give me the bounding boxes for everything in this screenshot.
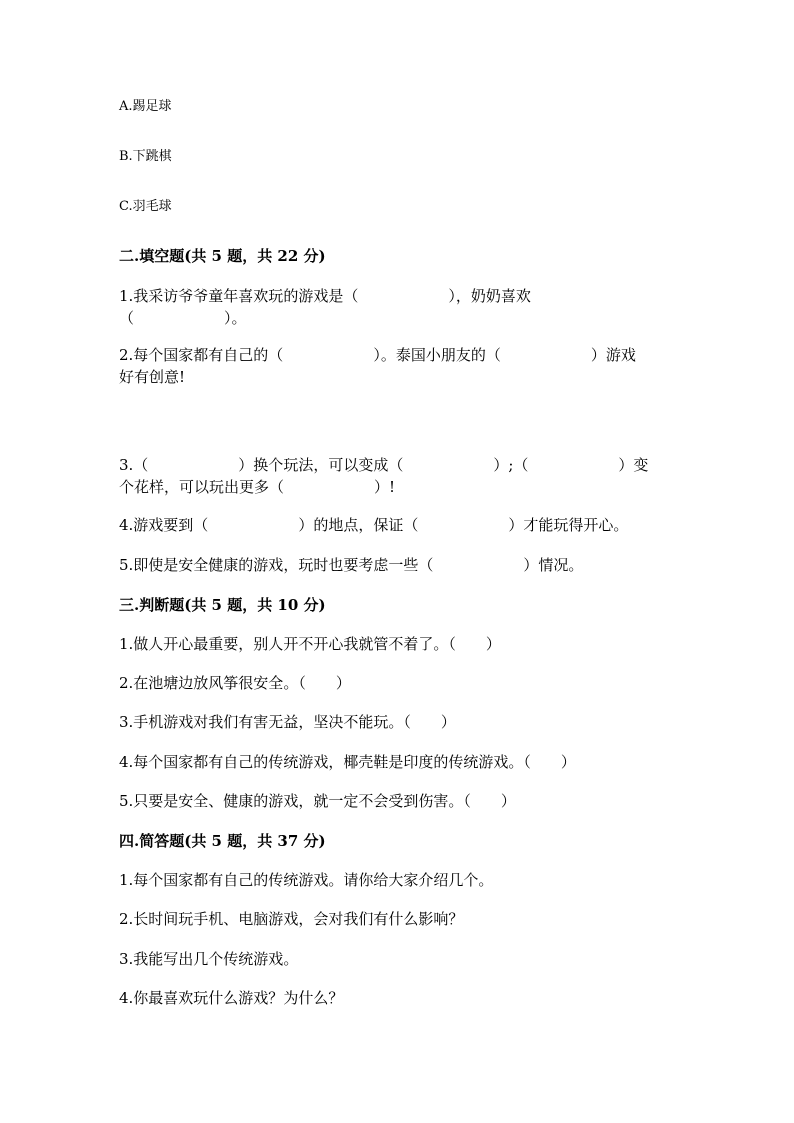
option-c: C.羽毛球 — [119, 199, 172, 214]
sa-q4: 4.你最喜欢玩什么游戏？为什么？ — [119, 989, 344, 1007]
sa-q3: 3.我能写出几个传统游戏。 — [119, 950, 299, 968]
fill-q1-line1: 1.我采访爷爷童年喜欢玩的游戏是（ ），奶奶喜欢 — [119, 287, 531, 305]
sa-q2: 2.长时间玩手机、电脑游戏，会对我们有什么影响？ — [119, 910, 464, 928]
fill-q3-line1: 3.（ ）换个玩法，可以变成（ ）;（ ）变 — [119, 456, 649, 474]
option-b: B.下跳棋 — [119, 149, 172, 164]
fill-q2-line2: 好有创意! — [119, 368, 186, 386]
fill-q3-line2: 个花样，可以玩出更多（ ）! — [119, 478, 396, 496]
section-heading-short-answer: 四.简答题(共 5 题，共 37 分) — [119, 832, 326, 850]
tf-q2: 2.在池塘边放风筝很安全。（ ） — [119, 674, 351, 692]
option-a: A.踢足球 — [119, 99, 172, 114]
sa-q1: 1.每个国家都有自己的传统游戏。请你给大家介绍几个。 — [119, 871, 494, 889]
tf-q4: 4.每个国家都有自己的传统游戏，椰壳鞋是印度的传统游戏。（ ） — [119, 753, 576, 771]
tf-q1: 1.做人开心最重要，别人开不开心我就管不着了。（ ） — [119, 635, 501, 653]
fill-q5: 5.即使是安全健康的游戏，玩时也要考虑一些（ ）情况。 — [119, 556, 584, 574]
fill-q4: 4.游戏要到（ ）的地点，保证（ ）才能玩得开心。 — [119, 516, 629, 534]
tf-q3: 3.手机游戏对我们有害无益，坚决不能玩。（ ） — [119, 713, 456, 731]
fill-q2-line1: 2.每个国家都有自己的（ ）。泰国小朋友的（ ）游戏 — [119, 346, 636, 364]
section-heading-true-false: 三.判断题(共 5 题，共 10 分) — [119, 596, 326, 614]
fill-q1-line2: （ ）。 — [119, 309, 247, 327]
tf-q5: 5.只要是安全、健康的游戏，就一定不会受到伤害。（ ） — [119, 792, 516, 810]
section-heading-fill-in: 二.填空题(共 5 题，共 22 分) — [119, 247, 326, 265]
